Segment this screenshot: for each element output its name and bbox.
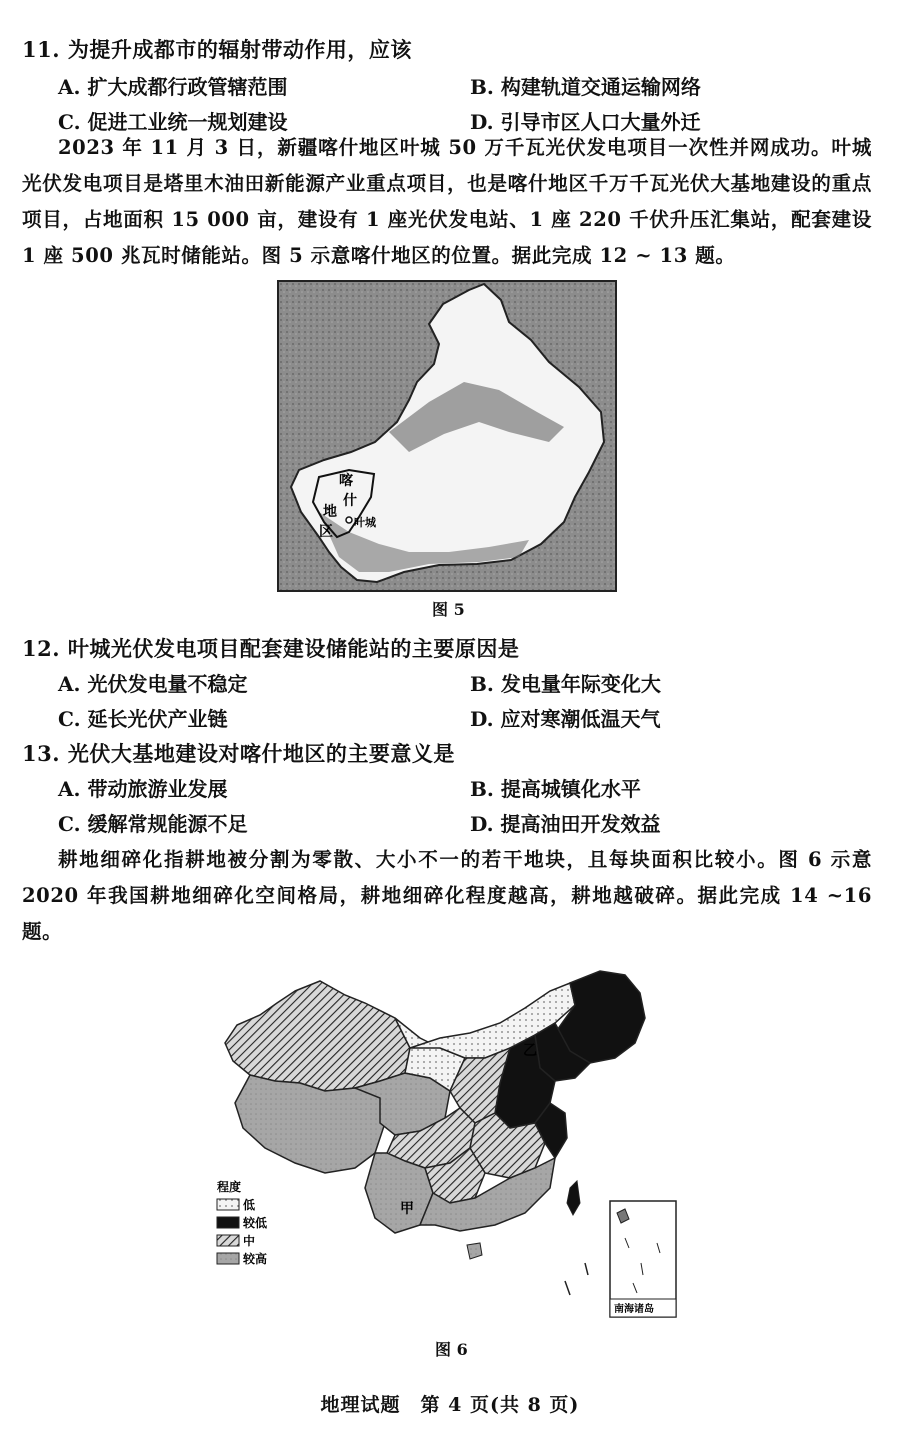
region-hainan bbox=[467, 1243, 482, 1259]
page-footer: 地理试题 第 4 页(共 8 页) bbox=[320, 1394, 580, 1416]
q12-option-b: B. 发电量年际变化大 bbox=[470, 672, 661, 696]
q13-option-a: A. 带动旅游业发展 bbox=[58, 777, 228, 801]
figure-6-caption: 图 6 bbox=[435, 1340, 468, 1359]
figure-5-caption: 图 5 bbox=[432, 600, 465, 619]
q12-stem: 12. 叶城光伏发电项目配套建设储能站的主要原因是 bbox=[22, 636, 520, 661]
q11-option-c: C. 促进工业统一规划建设 bbox=[58, 110, 288, 134]
label-yi: 乙 bbox=[523, 1043, 537, 1059]
passage-farmland-fragmentation: 耕地细碎化指耕地被分割为零散、大小不一的若干地块，且每块面积比较小。图 6 示意2020 年我国耕地细碎化空间格局，耕地细碎化程度越高，耕地越破碎。据此完成 14 ~16 题。 bbox=[22, 848, 872, 943]
q11-option-b: B. 构建轨道交通运输网络 bbox=[470, 75, 701, 99]
legend-label-higher: 较高 bbox=[243, 1252, 268, 1266]
figure-5-xinjiang-map bbox=[277, 280, 617, 592]
label-yecheng: 叶城 bbox=[354, 516, 376, 529]
q12-option-a: A. 光伏发电量不稳定 bbox=[58, 672, 248, 696]
q13-option-b: B. 提高城镇化水平 bbox=[470, 777, 641, 801]
q13-option-c: C. 缓解常规能源不足 bbox=[58, 812, 248, 836]
label-kashi-4: 区 bbox=[319, 524, 333, 540]
figure-6-china-map bbox=[205, 963, 685, 1327]
legend-swatch-lower bbox=[217, 1217, 239, 1228]
q11-option-d: D. 引导市区人口大量外迁 bbox=[470, 110, 701, 134]
map-legend bbox=[217, 1179, 268, 1266]
legend-swatch-low bbox=[217, 1199, 239, 1210]
region-taiwan bbox=[567, 1181, 580, 1215]
legend-title: 程度 bbox=[217, 1180, 242, 1194]
q13-option-d: D. 提高油田开发效益 bbox=[470, 812, 661, 836]
q12-option-d: D. 应对寒潮低温天气 bbox=[470, 707, 661, 731]
label-jia: 甲 bbox=[400, 1201, 414, 1217]
yecheng-point bbox=[346, 517, 352, 523]
legend-label-low: 低 bbox=[243, 1198, 256, 1212]
label-kashi-2: 什 bbox=[343, 493, 357, 509]
passage-kashi-solar: 2023 年 11 月 3 日，新疆喀什地区叶城 50 万千瓦光伏发电项目一次性并网成功。叶城光伏发电项目是塔里木油田新能源产业重点项目，也是喀什地区千万千瓦光伏大基地建设的重点项目，占地面积 15 000 亩，建设有 1 座光伏发电站、1 座 220 千伏升压汇集站，配套建设 1 座 500 兆瓦时储能站。图 5 示意喀什地区的位置。据此完成 12 ~ 13 题。 bbox=[22, 136, 872, 267]
legend-swatch-mid bbox=[217, 1235, 239, 1246]
region-xinjiang bbox=[225, 981, 410, 1091]
legend-swatch-higher bbox=[217, 1253, 239, 1264]
q13-stem: 13. 光伏大基地建设对喀什地区的主要意义是 bbox=[22, 741, 455, 766]
q11-option-a: A. 扩大成都行政管辖范围 bbox=[58, 75, 288, 99]
q11-stem: 11. 为提升成都市的辐射带动作用，应该 bbox=[22, 37, 412, 62]
q12-option-c: C. 延长光伏产业链 bbox=[58, 707, 228, 731]
legend-label-lower: 较低 bbox=[243, 1216, 268, 1230]
legend-label-mid: 中 bbox=[243, 1234, 256, 1248]
label-kashi-1: 喀 bbox=[339, 473, 353, 489]
label-kashi-3: 地 bbox=[323, 504, 337, 520]
inset-label: 南海诸岛 bbox=[614, 1304, 654, 1315]
south-china-sea-inset bbox=[610, 1201, 676, 1317]
